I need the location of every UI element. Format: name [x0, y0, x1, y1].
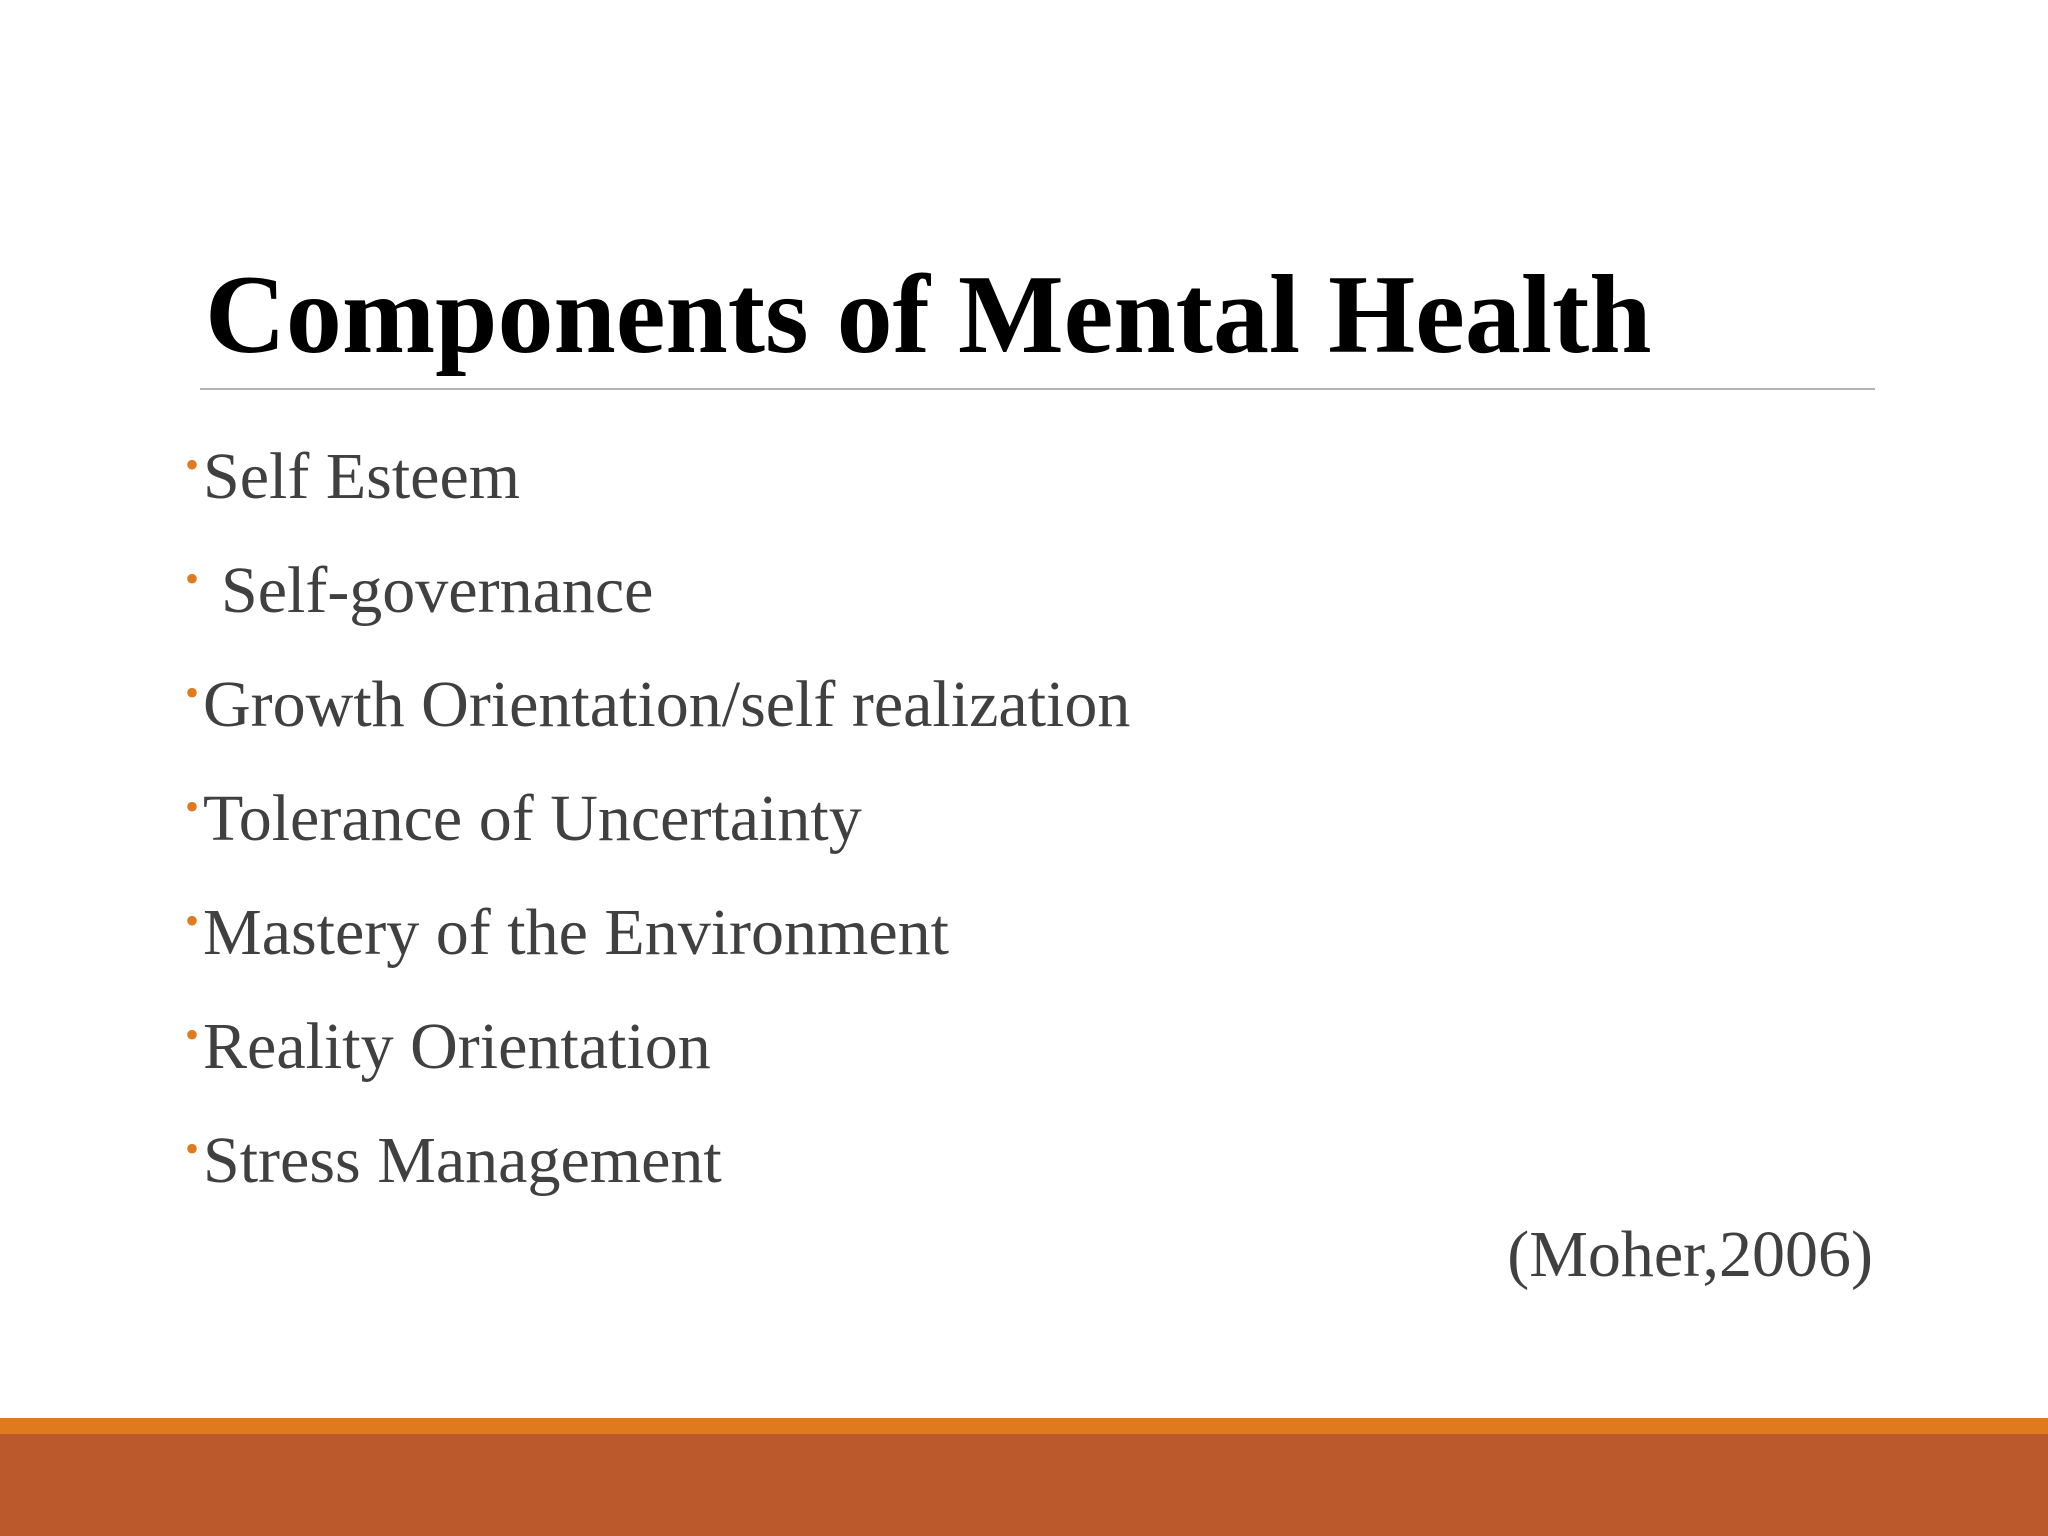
bullet-icon: • — [185, 670, 200, 715]
bullet-text: Reality Orientation — [203, 1010, 711, 1083]
bullet-text: Mastery of the Environment — [203, 896, 949, 969]
list-item — [185, 762, 1130, 876]
list-item — [185, 1104, 1130, 1218]
list-item — [185, 876, 1130, 990]
bullet-icon: • — [185, 898, 200, 943]
bullet-text: Growth Orientation/self realization — [203, 668, 1131, 741]
citation: (Moher,2006) — [1507, 1218, 1873, 1291]
bullet-text: Stress Management — [203, 1124, 722, 1197]
bullet-text: Self-governance — [221, 554, 654, 627]
bullet-icon: • — [185, 1012, 200, 1057]
bullet-icon: • — [185, 784, 200, 829]
title-divider — [200, 388, 1875, 390]
slide-title: Components of Mental Health — [205, 253, 1652, 377]
bullet-text: Self Esteem — [203, 440, 521, 513]
list-item — [185, 534, 1130, 648]
list-item — [185, 990, 1130, 1104]
bullet-list — [185, 420, 1130, 1218]
footer-bar — [0, 1434, 2048, 1536]
footer-accent-stripe — [0, 1418, 2048, 1434]
bullet-icon: • — [185, 1126, 200, 1171]
bullet-icon: • — [185, 556, 200, 601]
list-item — [185, 648, 1130, 762]
bullet-text: Tolerance of Uncertainty — [203, 782, 862, 855]
list-item — [185, 420, 1130, 534]
bullet-icon: • — [185, 442, 200, 487]
